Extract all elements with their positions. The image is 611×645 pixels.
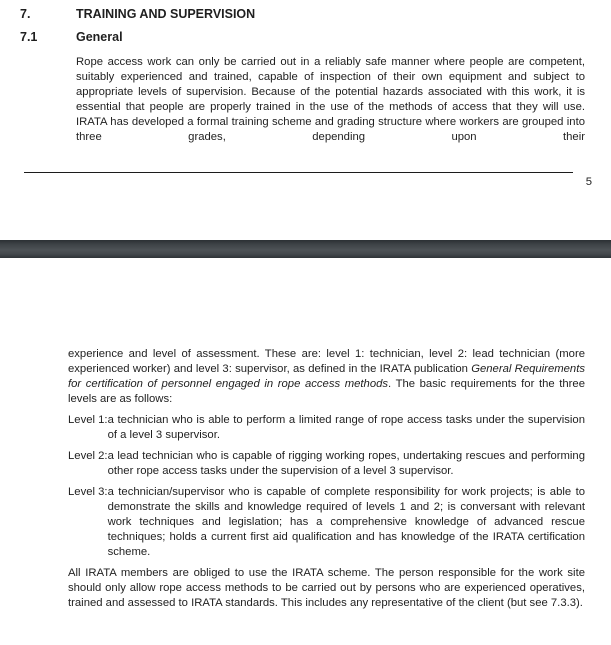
subsection-title: General	[76, 30, 123, 44]
intro-text-after: . The basic requirements for the three levels are as follows:	[68, 378, 585, 405]
subsection-number: 7.1	[20, 30, 38, 44]
level-1-label: Level 1:	[68, 414, 108, 426]
level-1-item	[68, 413, 585, 443]
section-title: TRAINING AND SUPERVISION	[76, 7, 256, 21]
closing-paragraph: All IRATA members are obliged to use the IRATA scheme. The person responsible for the work site should only allow rope access methods to be carried out by persons who are experienced operatives, trained and assessed to IRATA standards. This includes any representative of the client (but see 7.3.3).	[68, 567, 585, 609]
level-2-item	[68, 449, 585, 479]
page-2	[68, 347, 585, 611]
level-1-text: a technician who is able to perform a limited range of rope access tasks under the supervision of a level 3 supervisor.	[107, 414, 585, 441]
subsection-heading	[0, 30, 611, 45]
page-number: 5	[585, 176, 592, 188]
level-2-label: Level 2:	[68, 450, 108, 462]
footer-rule	[24, 172, 573, 173]
intro-paragraph	[68, 347, 585, 407]
publication-title: General Requirements for certification of personnel engaged in rope access methods	[68, 363, 585, 390]
level-3-label: Level 3:	[68, 486, 108, 498]
level-3-text: a technician/supervisor who is capable of complete responsibility for work projects; is able to demonstrate the skills and knowledge required of levels 1 and 2; is conversant with relevant work techniques and legislation; has a comprehensive knowledge of advanced rescue techniques; holds a current first aid qualification and has knowledge of the IRATA certification scheme.	[107, 486, 585, 558]
intro-text-before: experience and level of assessment. These are: level 1: technician, level 2: lead technician (more experienced worker) and level 3: supervisor, as defined in the IRATA publication	[68, 348, 585, 375]
page-separator-bar	[0, 240, 611, 258]
level-2-text: a lead technician who is capable of rigging working ropes, undertaking rescues and performing other rope access tasks under the supervision of a level 3 supervisor.	[107, 450, 585, 477]
section-heading	[0, 7, 611, 22]
level-3-item	[68, 485, 585, 560]
section-number: 7.	[20, 7, 31, 21]
body-paragraph: Rope access work can only be carried out in a reliably safe manner where people are competent, suitably experienced and trained, capable of inspection of their own equipment and subject to appropriate levels of supervision. Because of the potential hazards associated with this work, it is essential that people are properly trained in the use of the methods of access that they will use. IRATA has developed a formal training scheme and grading structure where workers are grouped into three grades, depending upon their	[76, 56, 585, 143]
